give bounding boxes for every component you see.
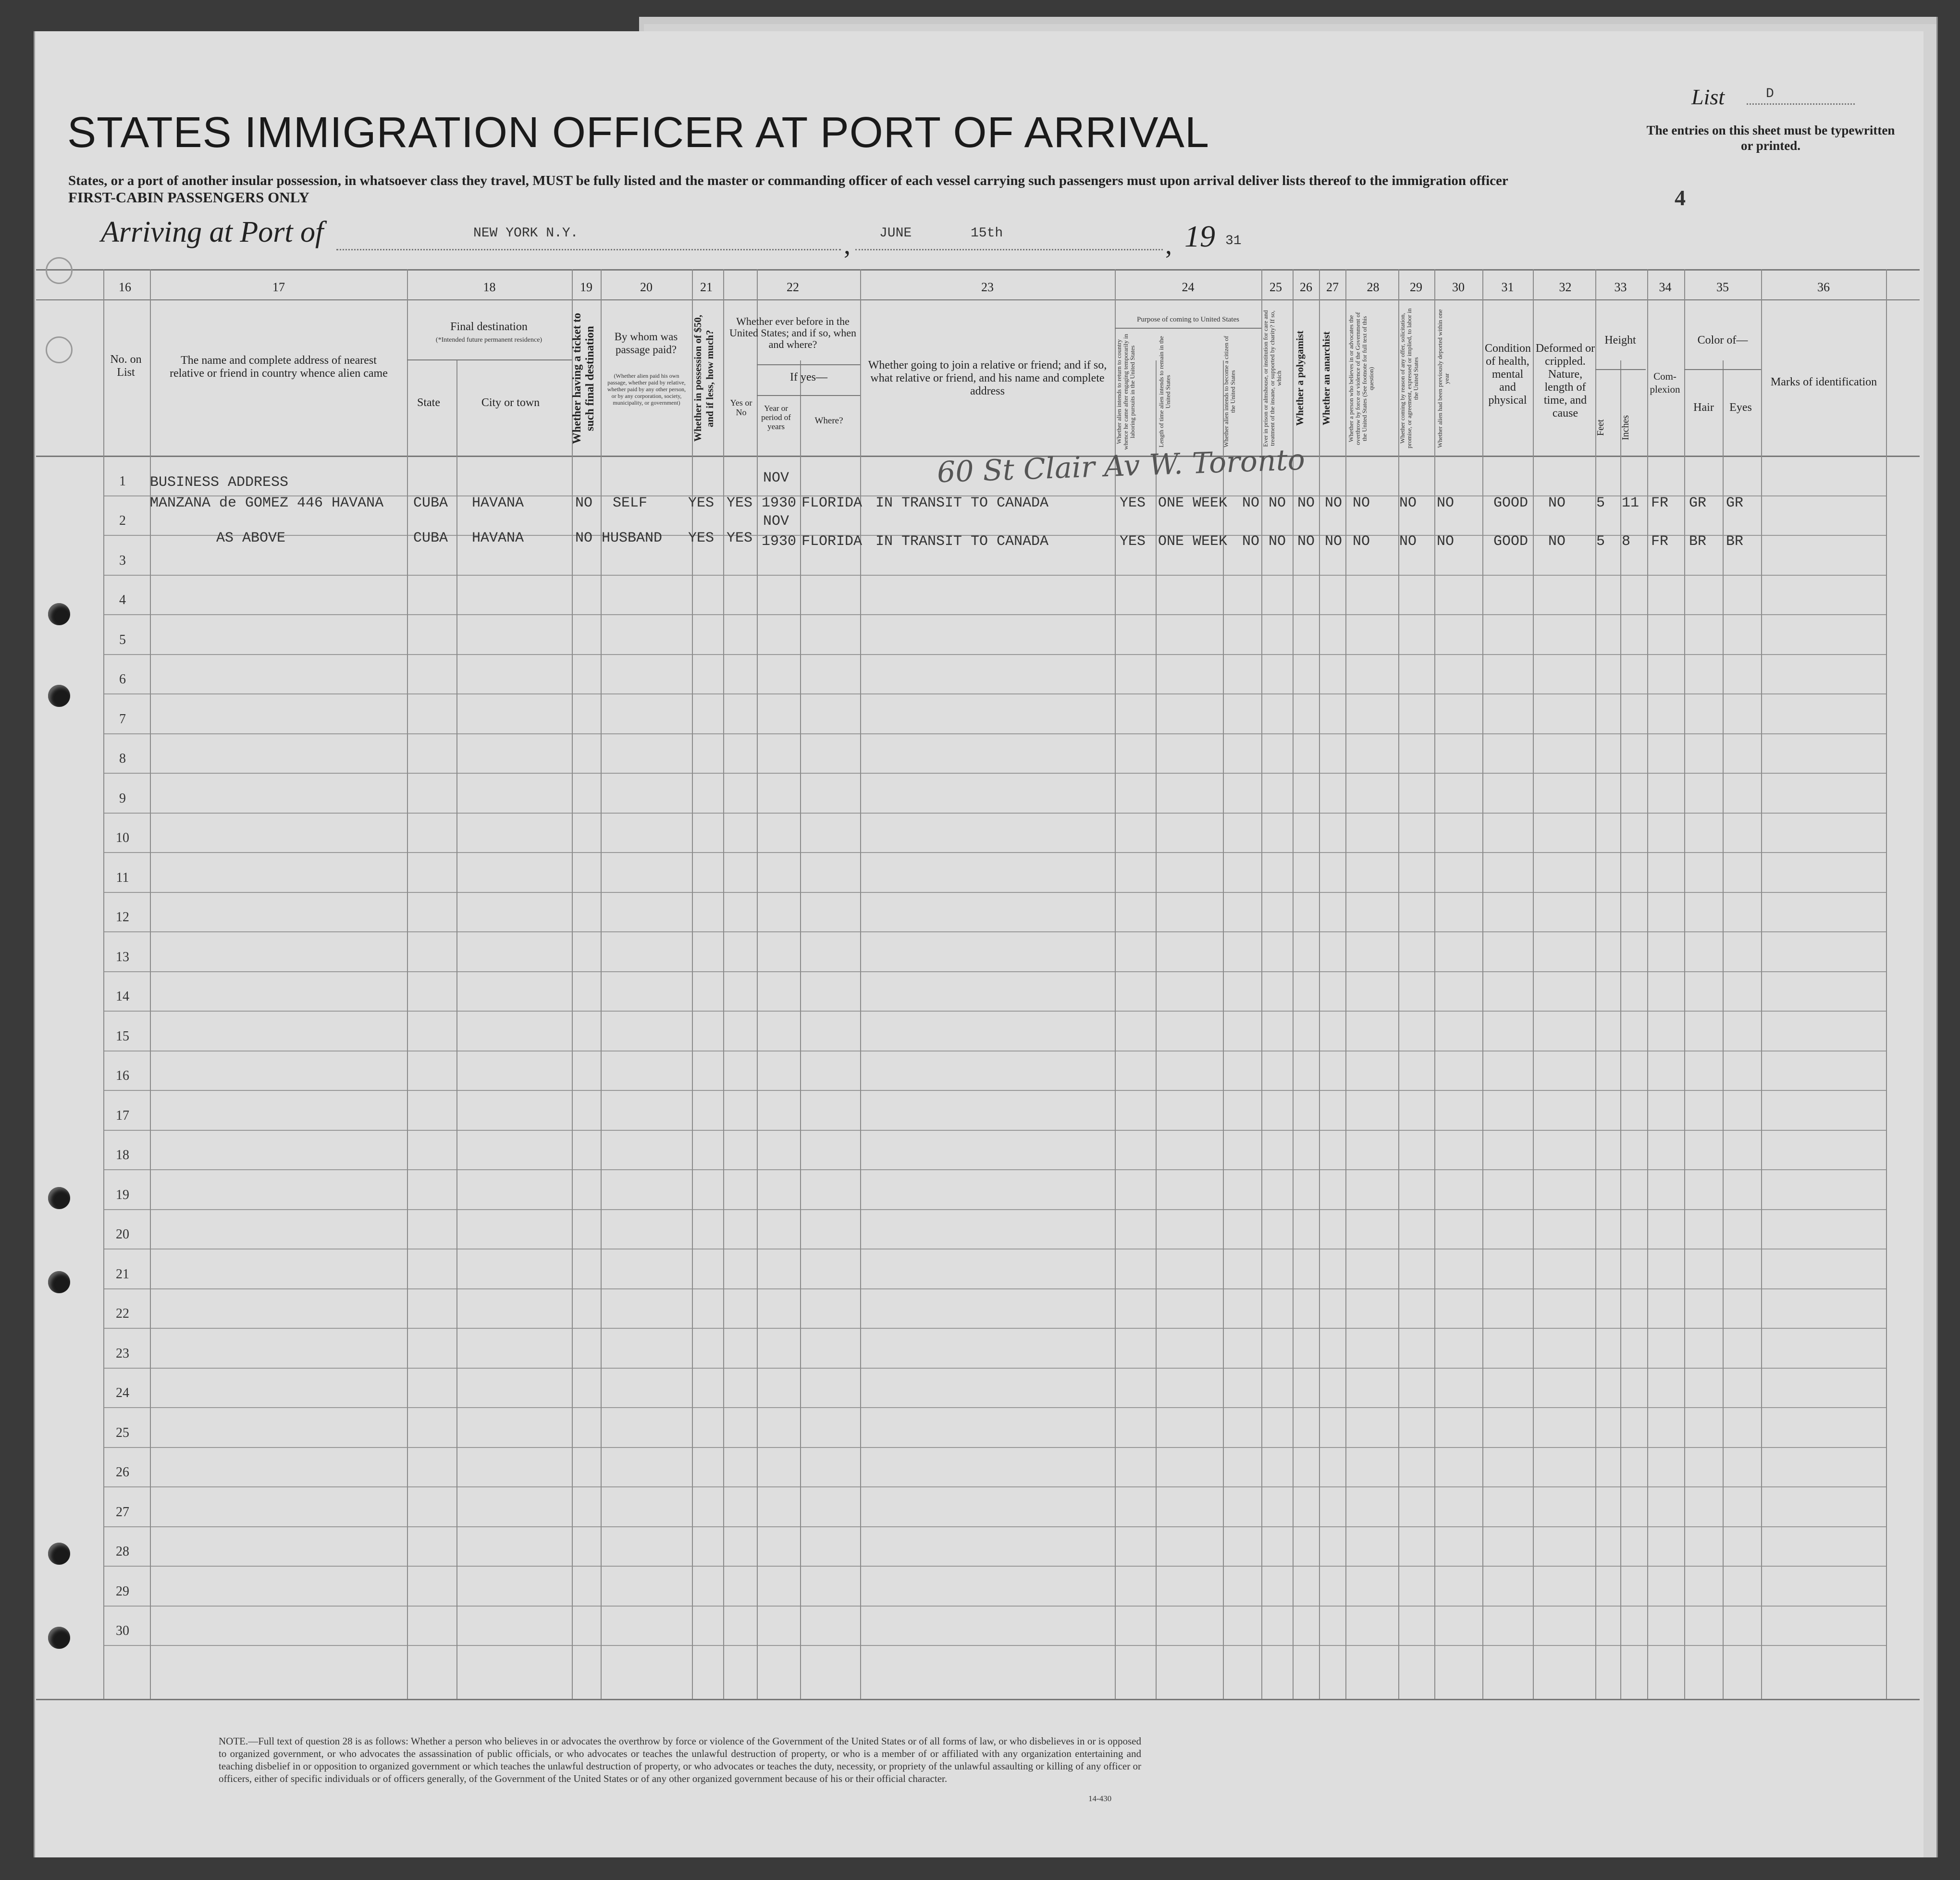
binder-hole bbox=[48, 1627, 70, 1649]
header-before-us: Whether ever before in the United States; and if so, when and where? bbox=[729, 315, 856, 350]
header-ticket: Whether having a ticket to such final destination bbox=[571, 313, 596, 444]
header-eyes: Eyes bbox=[1729, 401, 1752, 414]
header-length-stay: Length of time alien intends to remain in the United States bbox=[1158, 336, 1171, 447]
row-rule bbox=[103, 1328, 1886, 1329]
row-number: 15 bbox=[116, 1029, 129, 1044]
row-rule bbox=[103, 971, 1886, 972]
column-rule bbox=[601, 269, 602, 1699]
row-number: 29 bbox=[116, 1584, 129, 1599]
column-rule bbox=[1595, 269, 1596, 1699]
anarchist-cell: NO bbox=[1325, 495, 1343, 511]
return-cell: YES bbox=[1120, 495, 1146, 511]
arriving-label: Arriving at Port of bbox=[101, 216, 324, 248]
header-health: Condition of health, mental and physical bbox=[1485, 342, 1531, 407]
money-cell: YES bbox=[688, 530, 715, 546]
row-number: 13 bbox=[116, 950, 129, 965]
q29-cell: NO bbox=[1399, 495, 1417, 511]
row-rule bbox=[103, 1011, 1886, 1012]
row-number: 18 bbox=[116, 1148, 129, 1163]
row-number: 11 bbox=[116, 870, 129, 885]
table-top-rule bbox=[36, 269, 1920, 271]
column-rule bbox=[1293, 269, 1294, 1699]
city-cell: HAVANA bbox=[472, 530, 524, 546]
row-number: 23 bbox=[116, 1346, 129, 1361]
joining-cell: IN TRANSIT TO CANADA bbox=[875, 495, 1049, 511]
column-rule bbox=[1261, 269, 1262, 1699]
binder-hole bbox=[48, 1271, 70, 1293]
column-number-rule bbox=[36, 299, 1920, 300]
before-where-cell: FLORIDA bbox=[801, 495, 863, 511]
row-rule bbox=[103, 1407, 1886, 1408]
row-number: 1 bbox=[119, 474, 126, 489]
row-number: 17 bbox=[116, 1108, 129, 1123]
row-number: 21 bbox=[116, 1267, 129, 1282]
header-nearest-relative: The name and complete address of nearest relative or friend in country whence alien came bbox=[170, 354, 388, 380]
header-list-number: No. on List bbox=[110, 353, 142, 379]
column-rule bbox=[1620, 360, 1621, 1699]
header-yes-or-no: Yes or No bbox=[730, 398, 752, 417]
eyes-cell: GR bbox=[1726, 495, 1744, 511]
header-marks: Marks of identification bbox=[1770, 376, 1877, 388]
header-passage-note: (Whether alien paid his own passage, whether paid by relative, whether paid by any other person, or by any corporation, society, municipality, or government) bbox=[607, 372, 686, 406]
polygamist-cell: NO bbox=[1297, 533, 1315, 550]
list-value: D bbox=[1766, 87, 1774, 101]
row-rule bbox=[103, 693, 1886, 694]
column-rule bbox=[1345, 269, 1346, 1699]
joining-cell: IN TRANSIT TO CANADA bbox=[875, 533, 1049, 550]
month-value: JUNE bbox=[879, 226, 912, 241]
column-rule bbox=[103, 269, 104, 1699]
row-rule bbox=[103, 892, 1886, 893]
row-number: 12 bbox=[116, 910, 129, 925]
port-value: NEW YORK N.Y. bbox=[473, 226, 579, 241]
col-number: 32 bbox=[1559, 280, 1572, 294]
feet-cell: 5 bbox=[1596, 495, 1605, 511]
prison-cell: NO bbox=[1269, 495, 1286, 511]
header-where: Where? bbox=[814, 416, 843, 426]
col-number: 23 bbox=[981, 280, 994, 294]
address-line1: BUSINESS ADDRESS bbox=[150, 474, 289, 491]
col-number: 17 bbox=[272, 280, 285, 294]
column-rule bbox=[1115, 269, 1116, 1699]
length-cell: ONE WEEK bbox=[1158, 495, 1228, 511]
row-number: 27 bbox=[116, 1505, 129, 1520]
inches-cell: 11 bbox=[1622, 495, 1639, 511]
column-rule bbox=[1647, 269, 1648, 1699]
binder-ring-mark bbox=[46, 257, 73, 284]
binder-hole bbox=[48, 603, 70, 625]
header-year: Year or period of years bbox=[761, 404, 791, 431]
row-rule bbox=[103, 1526, 1886, 1527]
date-line bbox=[855, 249, 1163, 250]
entries-note: The entries on this sheet must be typewritten or printed. bbox=[1646, 123, 1895, 153]
year-prefix: 19 bbox=[1184, 219, 1215, 253]
deformed-cell: NO bbox=[1548, 533, 1566, 550]
port-line bbox=[336, 249, 841, 250]
deported-cell: NO bbox=[1437, 533, 1455, 550]
column-rule bbox=[1398, 269, 1399, 1699]
before-year-cell: 1930 bbox=[762, 533, 797, 550]
address-line2: MANZANA de GOMEZ 446 HAVANA bbox=[150, 495, 384, 511]
q29-cell: NO bbox=[1399, 533, 1417, 550]
row-rule bbox=[103, 773, 1886, 774]
prison-cell: NO bbox=[1269, 533, 1286, 550]
year-suffix: 31 bbox=[1225, 234, 1242, 248]
column-rule bbox=[1223, 360, 1224, 1699]
row-number: 3 bbox=[119, 553, 126, 568]
row-number: 10 bbox=[116, 830, 129, 845]
binder-hole bbox=[48, 1187, 70, 1209]
column-rule bbox=[1533, 269, 1534, 1699]
column-rule bbox=[1156, 360, 1157, 1699]
row-number: 8 bbox=[119, 751, 126, 766]
col-number: 26 bbox=[1300, 280, 1312, 294]
health-cell: GOOD bbox=[1493, 533, 1529, 550]
col-number: 25 bbox=[1270, 280, 1282, 294]
col-number: 19 bbox=[580, 280, 592, 294]
col-number: 34 bbox=[1659, 280, 1672, 294]
eyes-cell: BR bbox=[1726, 533, 1744, 550]
header-hair: Hair bbox=[1693, 401, 1714, 414]
complexion-cell: FR bbox=[1651, 533, 1669, 550]
handwritten-address: 60 St Clair Av W. Toronto bbox=[937, 443, 1306, 490]
footer-form-code: 14-430 bbox=[1088, 1794, 1112, 1803]
row-rule bbox=[103, 575, 1886, 576]
comma: , bbox=[1165, 230, 1172, 260]
col-number: 22 bbox=[787, 280, 799, 294]
before-month-cell: NOV bbox=[763, 470, 789, 486]
header-deported: Whether alien had been previously deported within one year bbox=[1436, 309, 1450, 448]
polygamist-cell: NO bbox=[1297, 495, 1315, 511]
header-prison: Ever in prison or almshouse, or institution for care and treatment of the insane, or supported by charity? If so, which bbox=[1262, 310, 1282, 447]
col-number: 30 bbox=[1452, 280, 1465, 294]
header-intends-return: Whether alien intends to return to country whence he came after engaging temporarily in laboring pursuits in the United States bbox=[1115, 334, 1136, 450]
row-rule bbox=[103, 1368, 1886, 1369]
state-cell: CUBA bbox=[413, 530, 448, 546]
col-number: 29 bbox=[1410, 280, 1422, 294]
footnote-q28: NOTE.—Full text of question 28 is as follows: Whether a person who believes in or advocates the overthrow by force or violence of the Government of the United States or of all forms of law, or who disbelieves in or is opposed to organized government, or who advocates the assassination of public officials, or who advocates or teaches the unlawful destruction of property, or who is a member of or affiliated with any organization entertaining and teaching disbelief in or opposition to organized government or which teaches the unlawful destruction of property, or who advocates or teaches the duty, necessity, or propriety of the unlawful assaulting or killing of any officer or officers, either of specific individuals or of officers generally, of the Government of the United States or of any other organized government because of his or their official character. bbox=[219, 1735, 1141, 1784]
row-number: 20 bbox=[116, 1227, 129, 1242]
row-number: 28 bbox=[116, 1544, 129, 1559]
header-color: Color of— bbox=[1697, 334, 1748, 346]
header-if-yes: If yes— bbox=[790, 371, 827, 383]
return-cell: YES bbox=[1120, 533, 1146, 550]
column-rule bbox=[1761, 269, 1762, 1699]
q28-cell: NO bbox=[1353, 495, 1370, 511]
column-rule bbox=[860, 269, 861, 1699]
column-rule bbox=[1723, 360, 1724, 1699]
q28-cell: NO bbox=[1353, 533, 1370, 550]
header-city: City or town bbox=[481, 396, 540, 409]
day-value: 15th bbox=[971, 226, 1003, 241]
row-number: 14 bbox=[116, 989, 129, 1004]
row-number: 4 bbox=[119, 593, 126, 607]
column-rule bbox=[407, 269, 408, 1699]
row-rule bbox=[103, 813, 1886, 814]
deported-cell: NO bbox=[1437, 495, 1455, 511]
row-rule bbox=[103, 1288, 1886, 1289]
inches-cell: 8 bbox=[1622, 533, 1631, 550]
header-state: State bbox=[417, 396, 440, 409]
row-rule bbox=[103, 852, 1886, 853]
sub-rule bbox=[1115, 328, 1261, 329]
row-number: 7 bbox=[119, 712, 126, 727]
row-number: 25 bbox=[116, 1425, 129, 1440]
column-rule bbox=[572, 269, 573, 1699]
list-label: List bbox=[1691, 85, 1725, 109]
binder-hole bbox=[48, 1543, 70, 1565]
row-rule bbox=[103, 654, 1886, 655]
col-number: 21 bbox=[700, 280, 713, 294]
paid-by-cell: SELF bbox=[613, 495, 648, 511]
header-inches: Inches bbox=[1620, 415, 1631, 441]
before-where-cell: FLORIDA bbox=[801, 533, 863, 550]
page-subtitle: States, or a port of another insular possession, in whatsoever class they travel, MUST be fully listed and the master or commanding officer of each vessel carrying such passengers must upon arrival deliver lists thereof to the immigration officer bbox=[68, 173, 1508, 188]
city-cell: HAVANA bbox=[472, 495, 524, 511]
row-number: 30 bbox=[116, 1623, 129, 1638]
page-title: STATES IMMIGRATION OFFICER AT PORT OF ARRIVAL bbox=[67, 109, 1209, 157]
row-number: 16 bbox=[116, 1068, 129, 1083]
citizen-cell: NO bbox=[1242, 495, 1260, 511]
before-yes-no-cell: YES bbox=[727, 495, 753, 511]
header-q29: Whether coming by reason of any offer, solicitation, promise, or agreement, expressed or implied, to labor in the United States bbox=[1399, 308, 1419, 449]
row-rule bbox=[103, 1566, 1886, 1567]
paid-by-cell: HUSBAND bbox=[602, 530, 663, 546]
binder-ring-mark bbox=[46, 336, 73, 363]
state-cell: CUBA bbox=[413, 495, 448, 511]
row-rule bbox=[103, 1130, 1886, 1131]
header-intends-citizen: Whether alien intends to become a citizen of the United States bbox=[1222, 335, 1236, 448]
header-final-destination: Final destination bbox=[450, 321, 528, 333]
column-rule bbox=[1684, 269, 1685, 1699]
header-money: Whether in possession of $50, and if less, how much? bbox=[692, 315, 715, 442]
column-rule bbox=[1886, 269, 1887, 1699]
sub-rule bbox=[1595, 369, 1646, 370]
table-bottom-rule bbox=[36, 1699, 1920, 1700]
citizen-cell: NO bbox=[1242, 533, 1260, 550]
header-feet: Feet bbox=[1595, 419, 1606, 436]
anarchist-cell: NO bbox=[1325, 533, 1343, 550]
header-passage-paid: By whom was passage paid? bbox=[614, 331, 678, 356]
before-month-cell: NOV bbox=[763, 513, 789, 530]
hair-cell: GR bbox=[1689, 495, 1707, 511]
row-rule bbox=[103, 733, 1886, 734]
header-q28: Whether a person who believes in or advocates the overthrow by force or violence of the Government of the United States (See footnote for full text of this question) bbox=[1347, 312, 1375, 445]
header-polygamist: Whether a polygamist bbox=[1294, 331, 1306, 426]
manifest-sheet bbox=[34, 31, 1923, 1857]
row-rule bbox=[103, 1447, 1886, 1448]
col-number: 24 bbox=[1182, 280, 1195, 294]
list-value-line bbox=[1747, 103, 1855, 105]
header-join-relative: Whether going to join a relative or friend; and if so, what relative or friend, and his name and complete address bbox=[868, 359, 1107, 397]
sub-rule bbox=[757, 364, 860, 365]
header-purpose: Purpose of coming to United States bbox=[1137, 316, 1239, 323]
col-number: 28 bbox=[1367, 280, 1380, 294]
hair-cell: BR bbox=[1689, 533, 1707, 550]
column-rule bbox=[456, 360, 457, 1699]
money-cell: YES bbox=[688, 495, 715, 511]
before-year-cell: 1930 bbox=[762, 495, 797, 511]
header-complexion: Com-plexion bbox=[1650, 371, 1680, 395]
row-number: 5 bbox=[119, 632, 126, 647]
col-number: 33 bbox=[1614, 280, 1627, 294]
row-number: 2 bbox=[119, 513, 126, 528]
col-number: 36 bbox=[1817, 280, 1830, 294]
row-rule bbox=[103, 1606, 1886, 1607]
ticket-cell: NO bbox=[575, 495, 593, 511]
header-anarchist: Whether an anarchist bbox=[1320, 331, 1332, 426]
sub-rule bbox=[757, 395, 860, 396]
row-rule bbox=[103, 1645, 1886, 1646]
first-cabin-label: FIRST-CABIN PASSENGERS ONLY bbox=[68, 189, 309, 206]
sub-rule bbox=[407, 359, 572, 360]
length-cell: ONE WEEK bbox=[1158, 533, 1228, 550]
header-height: Height bbox=[1604, 334, 1636, 346]
ticket-cell: NO bbox=[575, 530, 593, 546]
header-deformed: Deformed or crippled. Nature, length of time, and cause bbox=[1535, 342, 1595, 420]
col-number: 27 bbox=[1326, 280, 1339, 294]
feet-cell: 5 bbox=[1596, 533, 1605, 550]
row-rule bbox=[103, 931, 1886, 932]
column-rule bbox=[800, 360, 801, 1699]
row-rule bbox=[103, 1209, 1886, 1210]
row-number: 24 bbox=[116, 1385, 129, 1400]
complexion-cell: FR bbox=[1651, 495, 1669, 511]
row-rule bbox=[103, 614, 1886, 615]
before-yes-no-cell: YES bbox=[727, 530, 753, 546]
row-number: 26 bbox=[116, 1465, 129, 1480]
col-number: 16 bbox=[119, 280, 131, 294]
sheet-number: 4 bbox=[1675, 186, 1686, 210]
binder-hole bbox=[48, 685, 70, 707]
row-rule bbox=[103, 1090, 1886, 1091]
col-number: 31 bbox=[1501, 280, 1514, 294]
col-number: 20 bbox=[640, 280, 653, 294]
col-number: 18 bbox=[483, 280, 496, 294]
row-number: 22 bbox=[116, 1306, 129, 1321]
sub-rule bbox=[1684, 369, 1761, 370]
deformed-cell: NO bbox=[1548, 495, 1566, 511]
column-rule bbox=[723, 269, 724, 1699]
row-number: 19 bbox=[116, 1187, 129, 1202]
row-number: 9 bbox=[119, 791, 126, 806]
comma: , bbox=[844, 230, 851, 260]
header-final-destination-note: (*Intended future permanent residence) bbox=[435, 336, 542, 344]
health-cell: GOOD bbox=[1493, 495, 1529, 511]
address-line2: AS ABOVE bbox=[216, 530, 286, 546]
column-rule bbox=[692, 269, 693, 1699]
row-rule bbox=[103, 1169, 1886, 1170]
column-rule bbox=[1319, 269, 1320, 1699]
col-number: 35 bbox=[1716, 280, 1729, 294]
row-number: 6 bbox=[119, 672, 126, 687]
column-rule bbox=[1434, 269, 1435, 1699]
row-rule bbox=[103, 1486, 1886, 1487]
column-rule bbox=[757, 269, 758, 1699]
column-rule bbox=[1482, 269, 1483, 1699]
